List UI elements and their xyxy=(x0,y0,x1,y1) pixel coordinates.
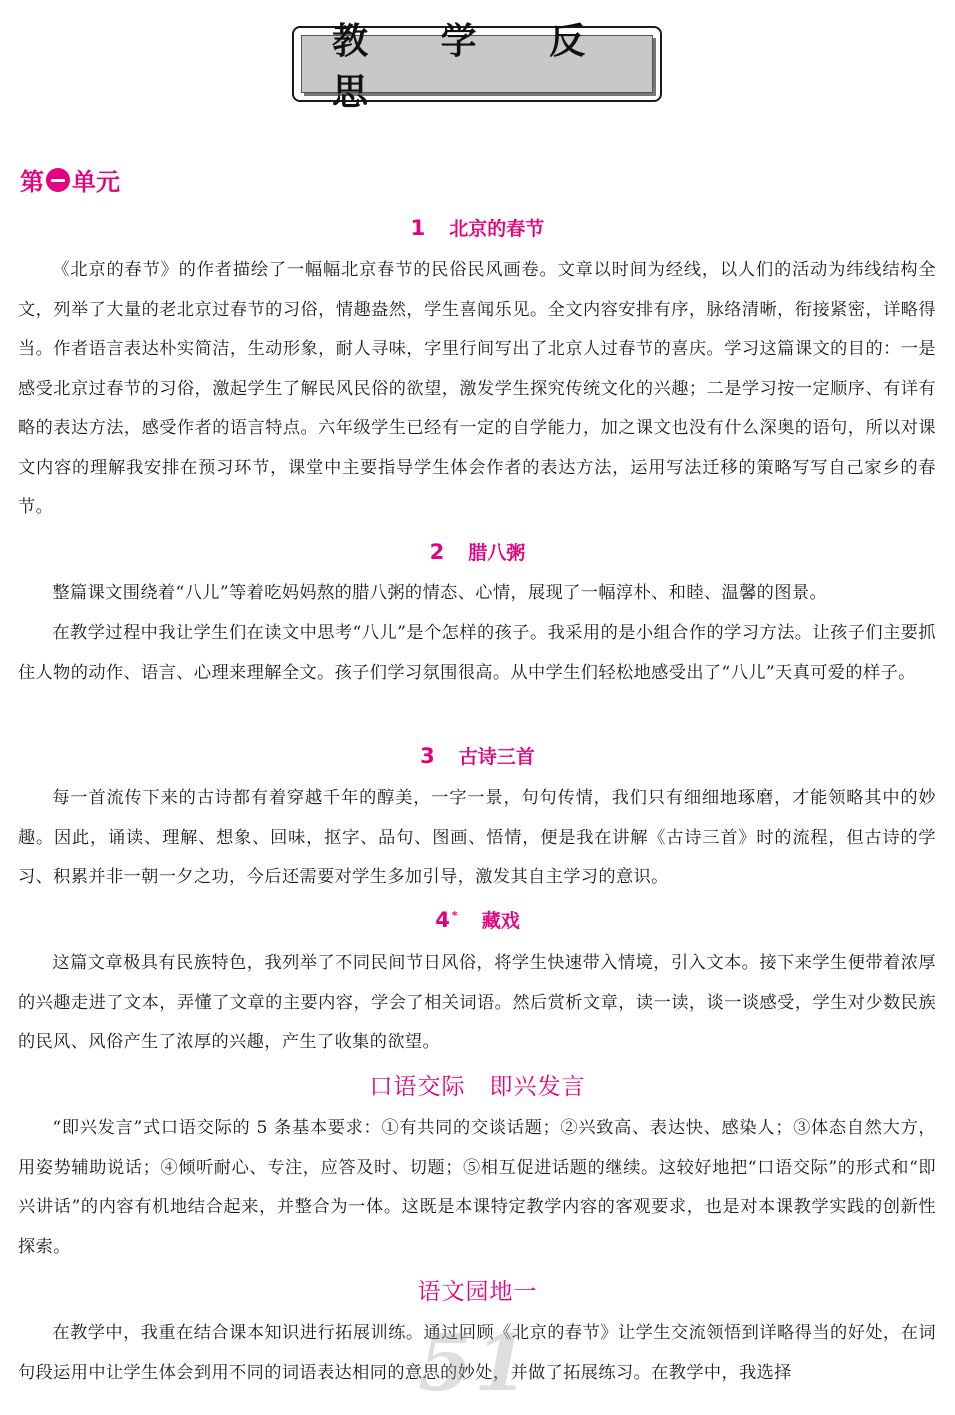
title-banner xyxy=(292,21,662,113)
lesson-3-paragraph-1: 每一首流传下来的古诗都有着穿越千年的醇美，一字一景，句句传情，我们只有细细地琢磨，才能领略其中的妙趣。因此，诵读、理解、想象、回味，抠字、品句、图画、悟情，便是我在讲解《古诗三首》时的流程，但古诗的学习、积累并非一朝一夕之功，今后还需要对学生多加引导，激发其自主学习的意识。 xyxy=(18,788,936,887)
lesson-2-paragraph-1: 整篇课文围绕着“八儿”等着吃妈妈熬的腊八粥的情态、心情，展现了一幅淳朴、和睦、温馨的图景。 xyxy=(52,583,828,603)
lesson-title: 古诗三首 xyxy=(458,746,535,768)
unit-number-one-icon xyxy=(46,168,70,192)
lesson-title: 北京的春节 xyxy=(449,218,545,240)
lesson-2-paragraph-2: 在教学过程中我让学生们在读文中思考“八儿”是个怎样的孩子。我采用的是小组合作的学习方法。让孩子们主要抓住人物的动作、语言、心理来理解全文。孩子们学习氛围很高。从中学生们轻松地感受出了“八儿”天真可爱的样子。 xyxy=(18,623,936,683)
lesson-4-paragraph-1: 这篇文章极具有民族特色，我列举了不同民间节日风俗，将学生快速带入情境，引入文本。接下来学生便带着浓厚的兴趣走进了文本，弄懂了文章的主要内容，学会了相关词语。然后赏析文章，读一读，谈一谈感受，学生对少数民族的民风、风俗产生了浓厚的兴趣，产生了收集的欲望。 xyxy=(18,953,936,1052)
title-banner-inner xyxy=(301,21,653,113)
unit-suffix: 单元 xyxy=(72,168,120,196)
lesson-number: 4 xyxy=(435,908,450,932)
lesson-3-heading xyxy=(0,742,955,769)
oral-communication-heading: 口语交际 即兴发言 xyxy=(369,1074,586,1100)
page-number: 51 xyxy=(418,1318,531,1409)
lesson-1-heading xyxy=(0,214,955,241)
lesson-4-heading xyxy=(0,906,955,933)
optional-lesson-mark: * xyxy=(451,909,458,922)
unit-label xyxy=(20,162,120,197)
lesson-number: 2 xyxy=(429,540,445,564)
lesson-number: 1 xyxy=(410,216,426,240)
lesson-1-paragraph-1: 《北京的春节》的作者描绘了一幅幅北京春节的民俗民风画卷。文章以时间为经线，以人们的活动为纬线结构全文，列举了大量的老北京过春节的习俗，情趣盎然，学生喜闻乐见。全文内容安排有序，脉络清晰，衔接紧密，详略得当。作者语言表达朴实简洁，生动形象，耐人寻味，字里行间写出了北京人过春节的喜庆。学习这篇课文的目的：一是感受北京过春节的习俗，激起学生了解民风民俗的欲望，激发学生探究传统文化的兴趣；二是学习按一定顺序、有详有略的表达方法，感受作者的语言特点。六年级学生已经有一定的自学能力，加之课文也没有什么深奥的语句，所以对课文内容的理解我安排在预习环节，课堂中主要指导学生体会作者的表达方法，运用写法迁移的策略写写自己家乡的春节。 xyxy=(18,260,936,517)
oral-communication-paragraph-1: “即兴发言”式口语交际的 5 条基本要求：①有共同的交谈话题；②兴致高、表达快、感染人；③体态自然大方，用姿势辅助说话；④倾听耐心、专注，应答及时、切题；⑤相互促进话题的继续。这较好地把“口语交际”的形式和“即兴讲话”的内容有机地结合起来，并整合为一体。这既是本课特定教学内容的客观要求，也是对本课教学实践的创新性探索。 xyxy=(18,1118,936,1257)
chinese-garden-paragraph-1: 在教学中，我重在结合课本知识进行拓展训练。通过回顾《北京的春节》让学生交流领悟到详略得当的好处，在词句段运用中让学生体会到用不同的词语表达相同的意思的妙处，并做了拓展练习。在教学中，我选择 xyxy=(18,1323,936,1383)
lesson-number: 3 xyxy=(420,744,435,768)
lesson-title: 藏戏 xyxy=(481,910,520,932)
page-title: 教 学 反 思 xyxy=(332,21,616,113)
chinese-garden-heading: 语文园地一 xyxy=(417,1279,538,1305)
lesson-2-heading xyxy=(0,538,955,565)
lesson-number-wrap xyxy=(435,908,457,932)
unit-prefix: 第 xyxy=(20,168,44,196)
lesson-title: 腊八粥 xyxy=(468,542,526,564)
